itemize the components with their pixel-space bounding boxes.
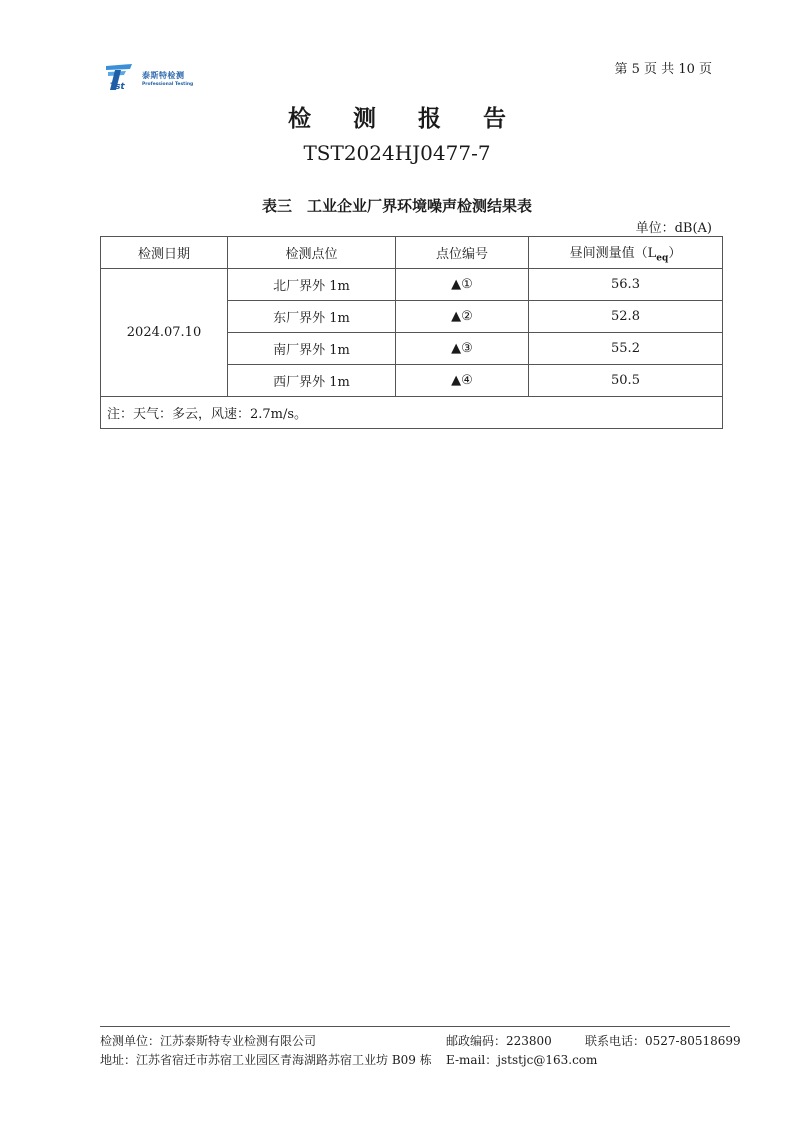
table-title: 表三 工业企业厂界环境噪声检测结果表 — [261, 197, 532, 215]
row-code: ▲② — [396, 301, 529, 333]
footer-email: E-mail：jststjc@163.com — [446, 1053, 598, 1067]
header-code: 点位编号 — [396, 237, 529, 269]
page-indicator: 第 5 页 共 10 页 — [614, 62, 712, 77]
header-value — [529, 237, 723, 269]
header-value-prefix: 昼间测量值（L — [569, 245, 657, 261]
page-footer — [100, 1026, 741, 1071]
unit-label: 单位：dB(A) — [635, 221, 712, 236]
footer-address: 地址：江苏省宿迁市苏宿工业园区青海湖路苏宿工业坊 B09 栋 — [100, 1053, 432, 1067]
footer-company: 检测单位：江苏泰斯特专业检测有限公司 — [100, 1034, 317, 1048]
row-code: ▲③ — [396, 333, 529, 365]
row-code: ▲① — [396, 269, 529, 301]
row-value: 50.5 — [529, 365, 723, 397]
table-note: 注：天气：多云，风速：2.7m/s。 — [101, 397, 723, 429]
row-value: 56.3 — [529, 269, 723, 301]
header-date: 检测日期 — [101, 237, 228, 269]
row-point: 北厂界外 1m — [228, 269, 396, 301]
row-code: ▲④ — [396, 365, 529, 397]
row-value: 52.8 — [529, 301, 723, 333]
row-point: 南厂界外 1m — [228, 333, 396, 365]
footer-row-2 — [100, 1049, 730, 1071]
row-point: 东厂界外 1m — [228, 301, 396, 333]
table-row — [101, 269, 723, 301]
row-value: 55.2 — [529, 333, 723, 365]
report-title: 检 测 报 告 — [287, 106, 524, 132]
footer-postcode: 邮政编码：223800 — [446, 1034, 552, 1048]
header-value-sub: eq — [656, 253, 669, 264]
logo-mark-text: Tst — [110, 82, 125, 92]
noise-results-table — [100, 236, 723, 429]
header-value-suffix: ） — [668, 245, 682, 261]
footer-row-1 — [100, 1027, 741, 1049]
table-note-row — [101, 397, 723, 429]
logo-english-name: Professional Testing — [142, 82, 194, 87]
row-point: 西厂界外 1m — [228, 365, 396, 397]
report-number: TST2024HJ0477-7 — [303, 141, 491, 165]
footer-phone: 联系电话：0527-80518699 — [585, 1034, 741, 1048]
logo-chinese-name: 泰斯特检测 — [142, 71, 185, 80]
table-header-row — [101, 237, 723, 269]
header-point: 检测点位 — [228, 237, 396, 269]
company-logo — [104, 62, 204, 92]
tst-logo-icon — [104, 62, 136, 92]
measure-date: 2024.07.10 — [101, 269, 228, 397]
